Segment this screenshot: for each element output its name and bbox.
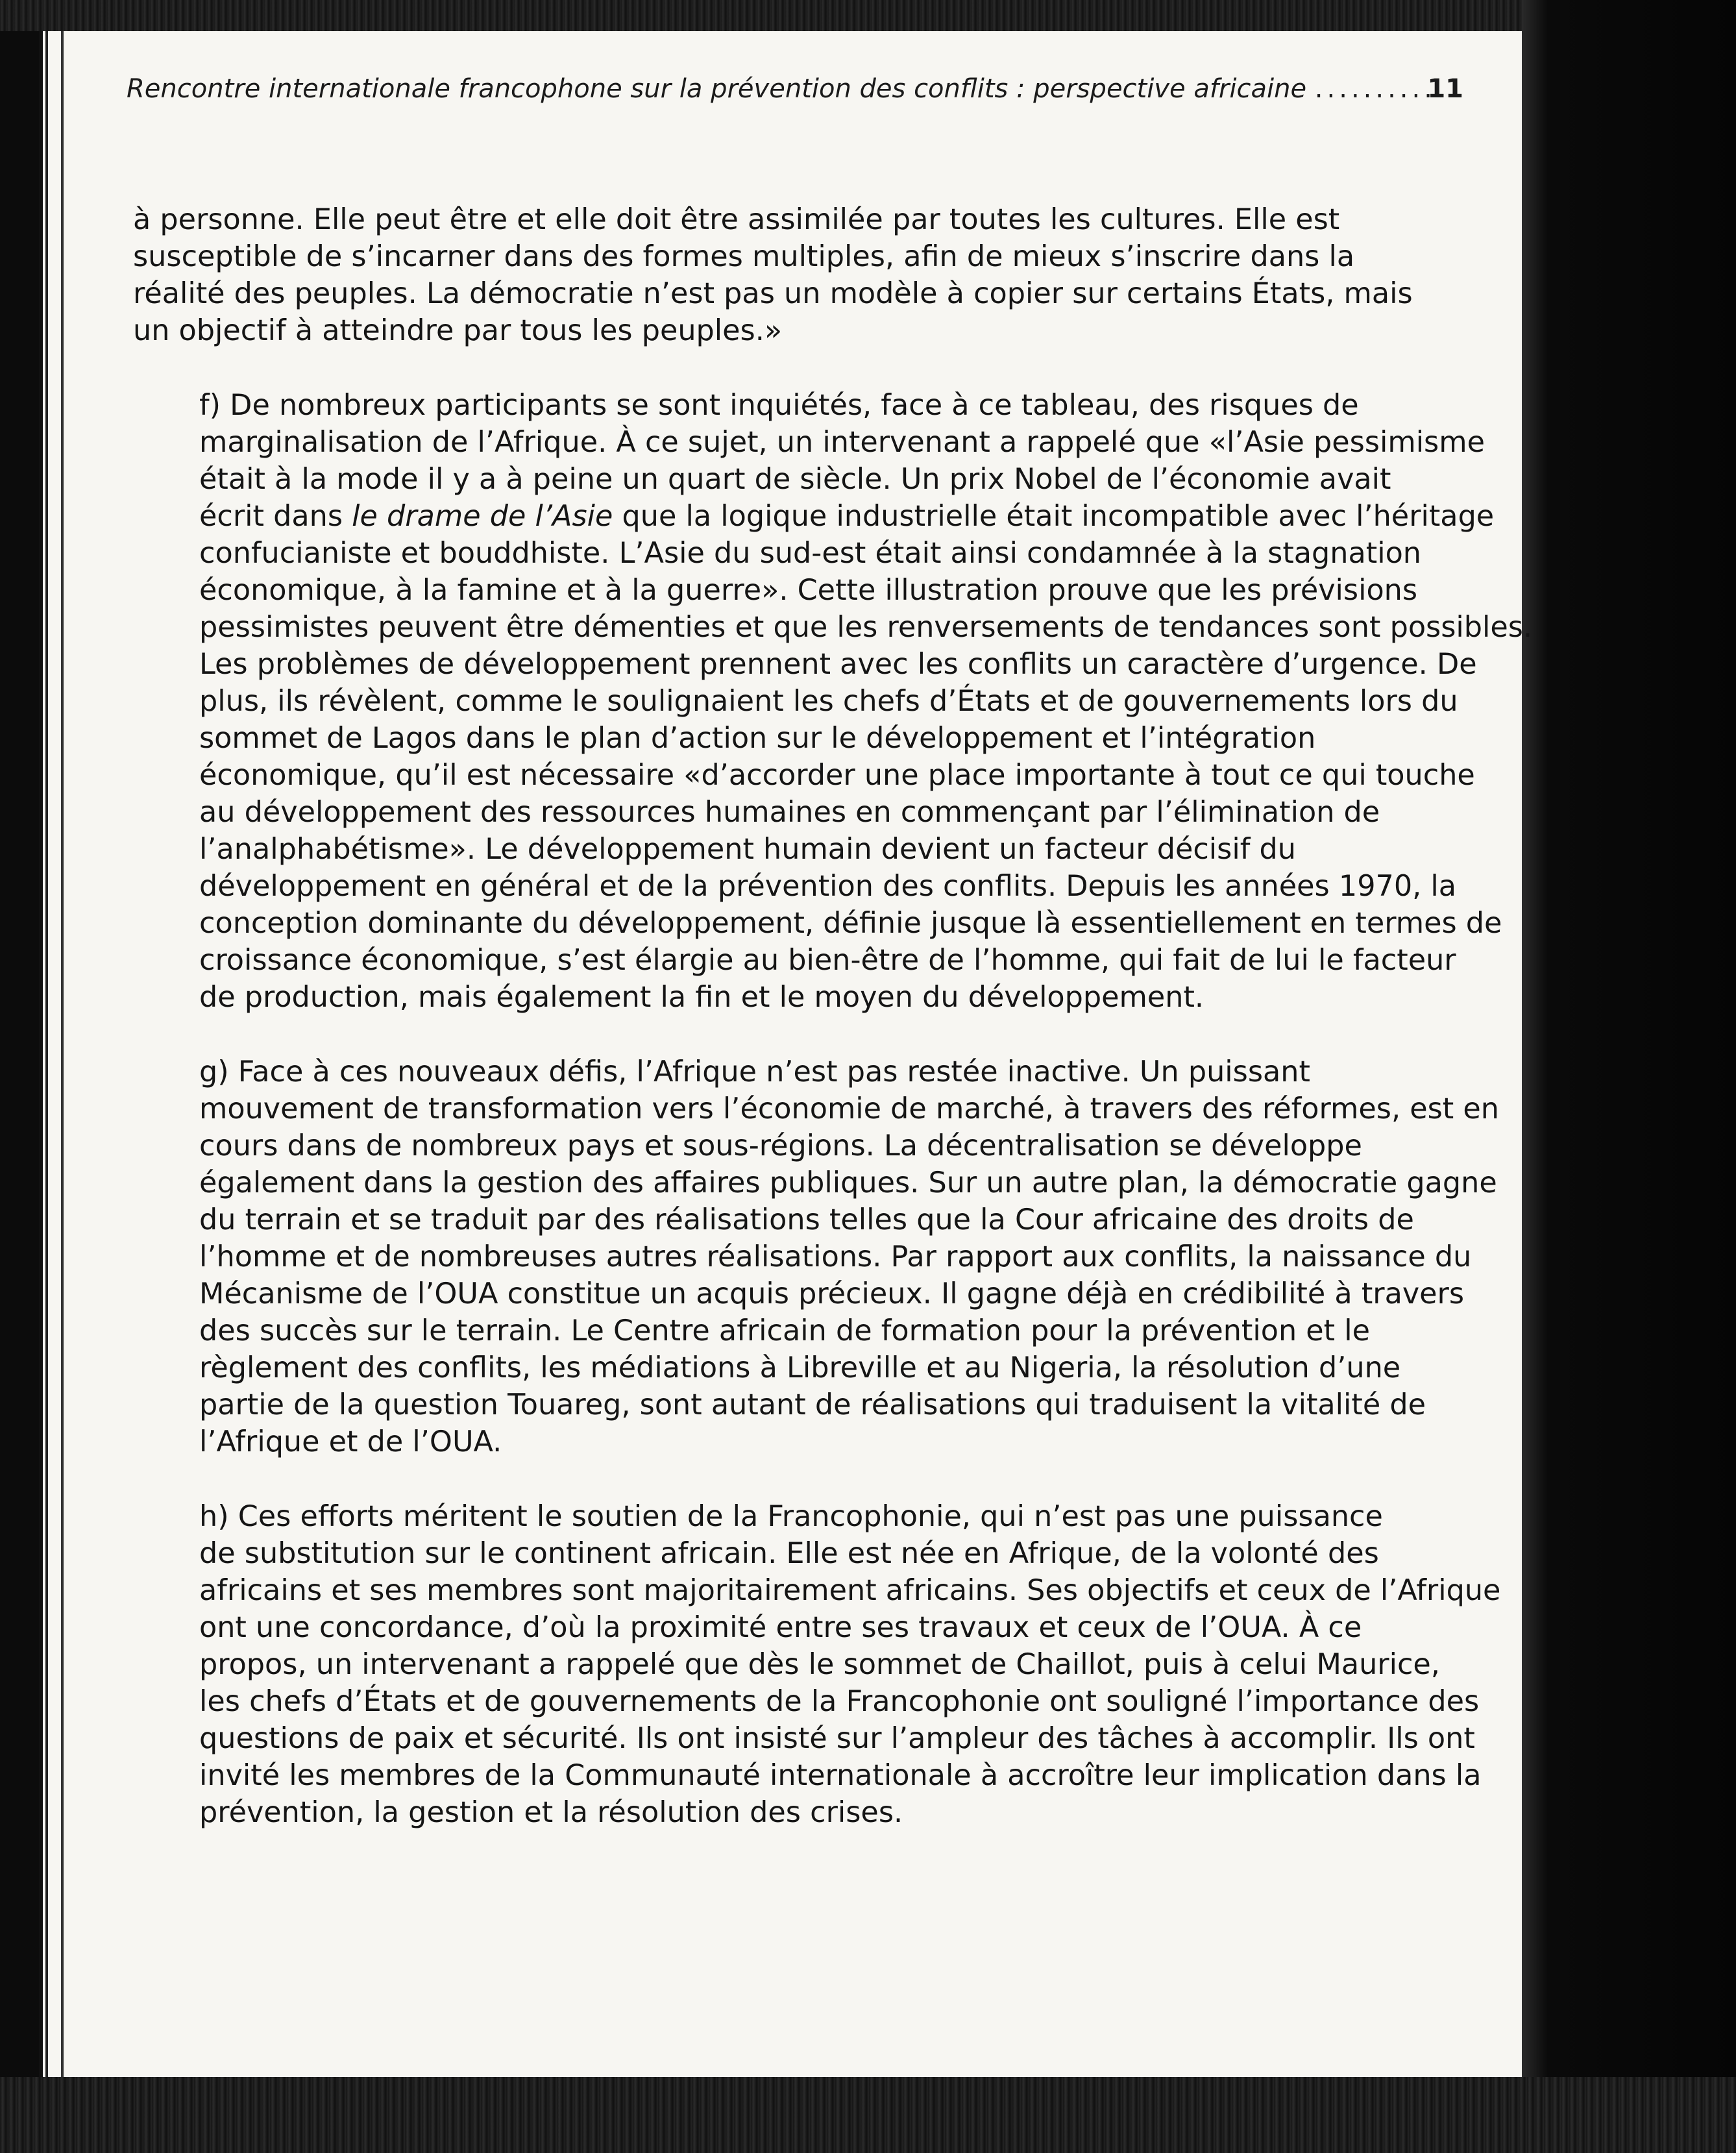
text-line: questions de paix et sécurité. Ils ont insisté sur l’ampleur des tâches à accomplir. Ils ont (199, 1722, 1475, 1755)
book-title: le drame de l’Asie (352, 500, 613, 533)
text-line: f) De nombreux participants se sont inquiétés, face à ce tableau, des risques de (199, 389, 1359, 422)
paragraph (133, 201, 1467, 349)
text-line: ont une concordance, d’où la proximité entre ses travaux et ceux de l’OUA. À ce (199, 1611, 1362, 1644)
binding-line (61, 31, 64, 2077)
text-line: propos, un intervenant a rappelé que dès le sommet de Chaillot, puis à celui Maurice, (199, 1648, 1440, 1681)
text-line: également dans la gestion des affaires publiques. Sur un autre plan, la démocratie gagne (199, 1166, 1497, 1200)
text-line: du terrain et se traduit par des réalisations telles que la Cour africaine des droits de (199, 1203, 1414, 1236)
body-text (133, 201, 1533, 1869)
text-line: mouvement de transformation vers l’économie de marché, à travers des réformes, est en (199, 1092, 1499, 1126)
text-line: conception dominante du développement, définie jusque là essentiellement en termes de (199, 907, 1502, 940)
page-number: 11 (1427, 74, 1463, 104)
text-line: partie de la question Touareg, sont autant de réalisations qui traduisent la vitalité de (199, 1388, 1426, 1421)
text-line: les chefs d’États et de gouvernements de la Francophonie ont souligné l’importance des (199, 1685, 1480, 1718)
text-line: développement en général et de la prévention des conflits. Depuis les années 1970, la (199, 870, 1457, 903)
text-line: susceptible de s’incarner dans des formes multiples, afin de mieux s’inscrire dans la (133, 240, 1355, 273)
text-line: g) Face à ces nouveaux défis, l’Afrique n’est pas restée inactive. Un puissant (199, 1055, 1310, 1089)
document-page (39, 31, 1533, 2077)
text-line: cours dans de nombreux pays et sous-régions. La décentralisation se développe (199, 1129, 1362, 1163)
text-line: économique, à la famine et à la guerre». Cette illustration prouve que les prévisions (199, 574, 1418, 607)
paragraph (133, 1498, 1501, 1831)
binding-edge (39, 31, 53, 2077)
header-title: Rencontre internationale francophone sur la prévention des conflits : perspective africaine (127, 74, 1307, 104)
text-line: était à la mode il y a à peine un quart de siècle. Un prix Nobel de l’économie avait (199, 463, 1391, 496)
text-line: l’homme et de nombreuses autres réalisations. Par rapport aux conflits, la naissance du (199, 1240, 1472, 1273)
text-line: un objectif à atteindre par tous les peuples.» (133, 314, 783, 347)
text-line: de production, mais également la fin et le moyen du développement. (199, 981, 1204, 1014)
text-line: Les problèmes de développement prennent avec les conflits un caractère d’urgence. De (199, 648, 1477, 681)
paragraph (133, 387, 1533, 1016)
scan-border-top (0, 0, 1736, 31)
text-line: africains et ses membres sont majoritairement africains. Ses objectifs et ceux de l’Afrique (199, 1574, 1501, 1607)
text-line: marginalisation de l’Afrique. À ce sujet, un intervenant a rappelé que «l’Asie pessimisme (199, 426, 1485, 459)
text-line: réalité des peuples. La démocratie n’est pas un modèle à copier sur certains États, mais (133, 277, 1413, 310)
scan-border-right (1522, 0, 1736, 2153)
text-line: des succès sur le terrain. Le Centre africain de formation pour la prévention et le (199, 1314, 1371, 1347)
text-line: prévention, la gestion et la résolution des crises. (199, 1796, 903, 1829)
text-line: règlement des conflits, les médiations à Libreville et au Nigeria, la résolution d’une (199, 1351, 1401, 1384)
text-line: confucianiste et bouddhiste. L’Asie du sud-est était ainsi condamnée à la stagnation (199, 537, 1421, 570)
text-line: à personne. Elle peut être et elle doit être assimilée par toutes les cultures. Elle est (133, 203, 1340, 236)
text-line: croissance économique, s’est élargie au bien-être de l’homme, qui fait de lui le facteur (199, 944, 1456, 977)
text-line: au développement des ressources humaines en commençant par l’élimination de (199, 796, 1380, 829)
text-line: pessimistes peuvent être démenties et que les renversements de tendances sont possibles. (199, 611, 1533, 644)
text-line: l’Afrique et de l’OUA. (199, 1425, 502, 1458)
text-line: sommet de Lagos dans le plan d’action sur le développement et l’intégration (199, 722, 1316, 755)
scan-border-bottom (0, 2077, 1736, 2153)
text-line: h) Ces efforts méritent le soutien de la Francophonie, qui n’est pas une puissance (199, 1500, 1383, 1533)
header-leader-dots: .......... (1314, 74, 1436, 104)
paragraph (133, 1053, 1499, 1460)
text-line: l’analphabétisme». Le développement humain devient un facteur décisif du (199, 833, 1296, 866)
text-line: plus, ils révèlent, comme le soulignaient les chefs d’États et de gouvernements lors du (199, 685, 1458, 718)
text-line: économique, qu’il est nécessaire «d’accorder une place importante à tout ce qui touche (199, 759, 1475, 792)
text-line: de substitution sur le continent africain. Elle est née en Afrique, de la volonté des (199, 1537, 1379, 1570)
text-line: écrit dans le drame de l’Asie que la logique industrielle était incompatible avec l’héritage (199, 500, 1495, 533)
running-header (127, 74, 1463, 104)
text-line: invité les membres de la Communauté internationale à accroître leur implication dans la (199, 1759, 1482, 1792)
text-line: Mécanisme de l’OUA constitue un acquis précieux. Il gagne déjà en crédibilité à travers (199, 1277, 1465, 1310)
